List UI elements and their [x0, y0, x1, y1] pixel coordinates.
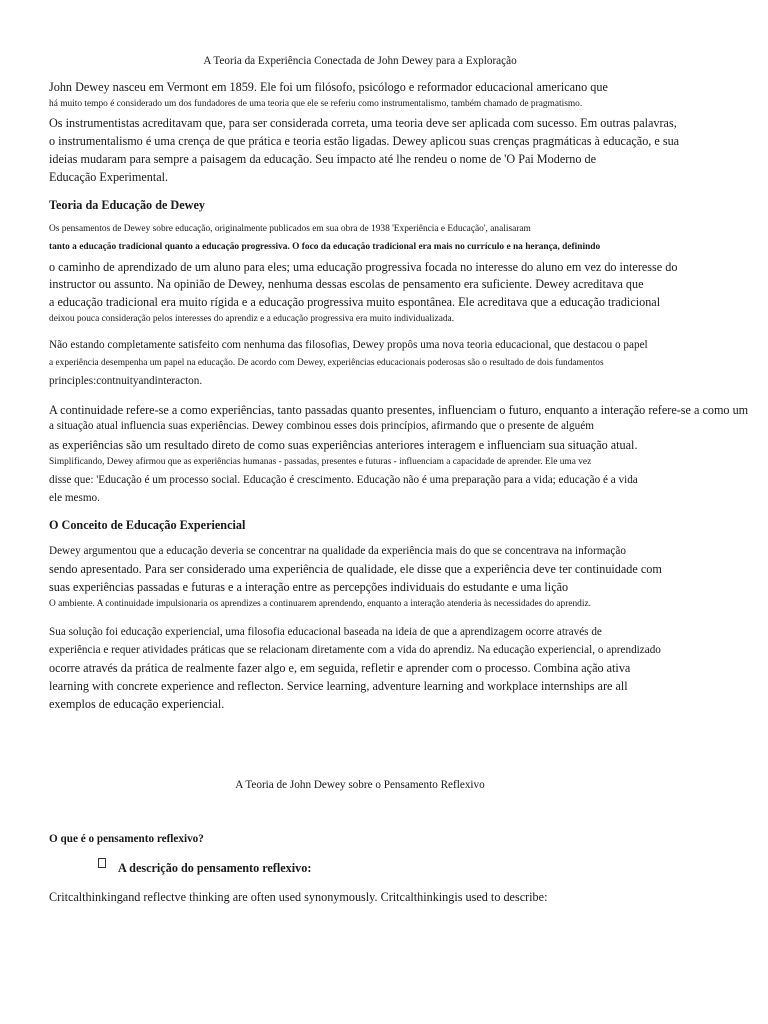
paragraph-line: ele mesmo. — [49, 492, 100, 504]
paragraph-line: Os pensamentos de Dewey sobre educação, originalmente publicados em sua obra de 1938 'Experiência e Educação', analisaram — [49, 224, 531, 234]
paragraph-line: suas experiências passadas e futuras e a interação entre as percepções individuais do estudante e uma lição — [49, 580, 569, 594]
paragraph-line: a experiência desempenha um papel na educação. De acordo com Dewey, experiências educacionais poderosas são o resultado de dois fundamentos — [49, 358, 604, 368]
paragraph-line: exemplos de educação experiencial. — [49, 697, 225, 711]
paragraph-line: ocorre através da prática de realmente fazer algo e, em seguida, refletir e aprender com o processo. Combina ação ativa — [49, 661, 631, 675]
bullet-box-icon — [98, 858, 106, 868]
paragraph-line: disse que: 'Educação é um processo social. Educação é crescimento. Educação não é uma preparação para a vida; educação é a vida — [49, 474, 638, 486]
section-heading: O Conceito de Educação Experiencial — [49, 518, 246, 532]
section-heading: Teoria da Educação de Dewey — [49, 198, 205, 212]
intro-line: John Dewey nasceu em Vermont em 1859. Ele foi um filósofo, psicólogo e reformador educacional americano que — [49, 80, 608, 94]
paragraph-line: learning with concrete experience and reflecton. Service learning, adventure learning and workplace internships are all — [49, 679, 628, 693]
intro-line: há muito tempo é considerado um dos fundadores de uma teoria que ele se referiu como instrumentalismo, também chamado de pragmatismo. — [49, 99, 583, 109]
intro-line: Os instrumentistas acreditavam que, para ser considerada correta, uma teoria deve ser aplicada com sucesso. Em outras palavras, — [49, 116, 677, 130]
paragraph-line: Não estando completamente satisfeito com nenhuma das filosofias, Dewey propôs uma nova teoria educacional, que destacou o papel — [49, 339, 648, 351]
paragraph-line: O ambiente. A continuidade impulsionaria os aprendizes a continuarem aprendendo, enquanto a interação atenderia às necessidades do aprendiz. — [49, 599, 591, 609]
paragraph-line: Simplificando, Dewey afirmou que as experiências humanas - passadas, presentes e futuras - influenciam a capacidade de aprender. Ele uma vez — [49, 457, 592, 467]
paragraph-line: a educação tradicional era muito rígida e a educação progressiva muito espontânea. Ele acreditava que a educação tradicional — [49, 295, 661, 309]
paragraph-line: Dewey argumentou que a educação deveria se concentrar na qualidade da experiência mais do que se concentrava na informação — [49, 545, 626, 557]
question-heading: O que é o pensamento reflexivo? — [49, 833, 204, 845]
paragraph-line: a situação atual influencia suas experiências. Dewey combinou esses dois princípios, afirmando que o presente de alguém — [49, 420, 594, 432]
intro-line: ideias mudaram para sempre a paisagem da educação. Seu impacto até lhe rendeu o nome de 'O Pai Moderno de — [49, 152, 597, 166]
paragraph-line: o caminho de aprendizado de um aluno para eles; uma educação progressiva focada no interesse do aluno em vez do interesse do — [49, 260, 678, 274]
bullet-heading: A descrição do pensamento reflexivo: — [118, 861, 312, 875]
paragraph-line: principles:contnuityandinteracton. — [49, 375, 203, 387]
paragraph-line: instructor ou assunto. Na opinião de Dewey, nenhuma dessas escolas de pensamento era suficiente. Dewey acreditava que — [49, 277, 644, 291]
document-title: A Teoria da Experiência Conectada de John Dewey para a Exploração — [203, 55, 517, 67]
paragraph-line: as experiências são um resultado direto de como suas experiências anteriores interagem e influenciam sua situação atual. — [49, 438, 638, 452]
paragraph-line: tanto a educação tradicional quanto a educação progressiva. O foco da educação tradicional era mais no currículo e na herança, definindo — [49, 242, 601, 252]
paragraph-line: sendo apresentado. Para ser considerado uma experiência de qualidade, ele disse que a experiência deve ter continuidade com — [49, 562, 662, 576]
paragraph-line: A continuidade refere-se a como experiências, tanto passadas quanto presentes, influenciam o futuro, enquanto a interação refere-se a como um — [49, 403, 749, 417]
paragraph-line: Sua solução foi educação experiencial, uma filosofia educacional baseada na ideia de que a aprendizagem ocorre através de — [49, 626, 602, 638]
intro-line: o instrumentalismo é uma crença de que prática e teoria estão ligadas. Dewey aplicou suas crenças pragmáticas à educação, e sua — [49, 134, 680, 148]
paragraph-line: deixou pouca consideração pelos interesses do aprendiz e a educação progressiva era muito individualizada. — [49, 314, 455, 324]
paragraph-line: experiência e requer atividades práticas que se relacionam diretamente com a vida do aprendiz. Na educação experiencial, o aprendizado — [49, 644, 661, 656]
section-title: A Teoria de John Dewey sobre o Pensamento Reflexivo — [235, 779, 485, 791]
intro-line: Educação Experimental. — [49, 170, 169, 184]
paragraph-line: Critcalthinkingand reflectve thinking are often used synonymously. Critcalthinkingis used to describe: — [49, 890, 548, 904]
